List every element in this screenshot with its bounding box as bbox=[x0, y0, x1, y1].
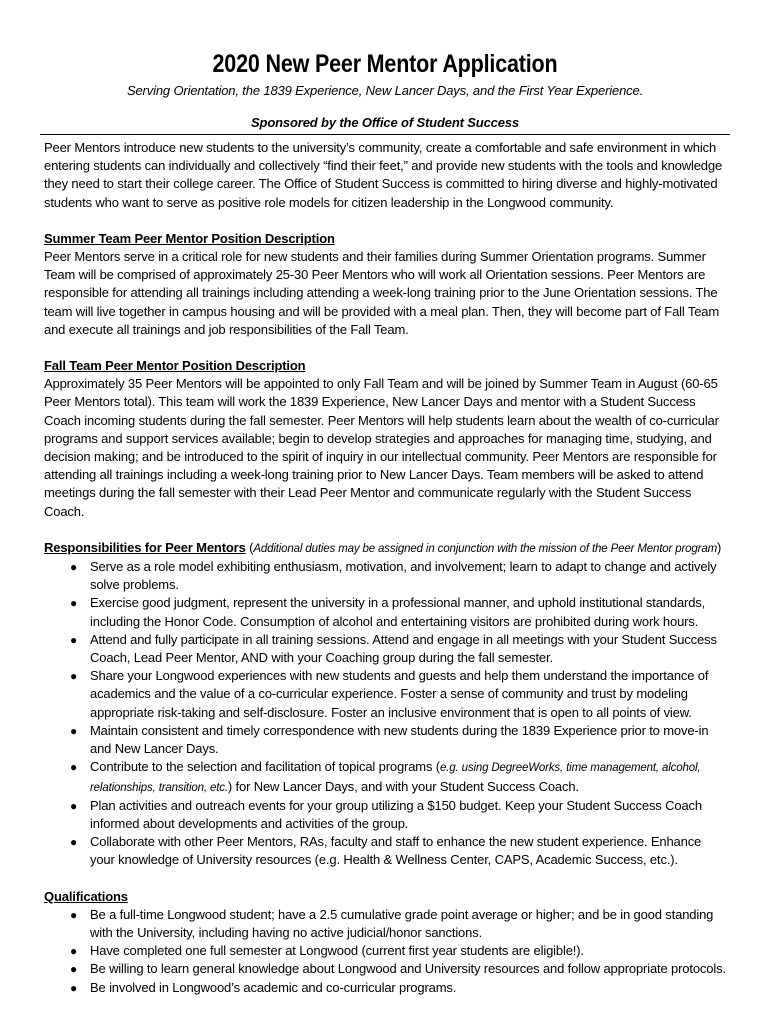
list-item: ● Plan activities and outreach events for your group utilizing a $150 budget. Keep your Student Success Coach informed about developments and activities of the group. bbox=[70, 797, 702, 831]
responsibilities-list bbox=[44, 558, 726, 869]
list-item: ● Be involved in Longwood’s academic and co-curricular programs. bbox=[90, 979, 726, 997]
summer-team-heading: Summer Team Peer Mentor Position Description bbox=[44, 230, 335, 246]
bullet-icon: ● bbox=[70, 760, 78, 775]
page-subtitle: Serving Orientation, the 1839 Experience, New Lancer Days, and the First Year Experience. bbox=[126, 83, 644, 98]
header-divider bbox=[40, 134, 730, 135]
bullet-icon: ● bbox=[70, 962, 78, 977]
responsibilities-note: Additional duties may be assigned in conjunction with the mission of the Peer Mentor program bbox=[253, 542, 718, 555]
qualifications-list bbox=[44, 906, 726, 997]
list-item: ● Collaborate with other Peer Mentors, RAs, faculty and staff to enhance the new student experience. Enhance your knowledge of University resources (e.g. Health & Wellness Center, CAPS, Academic Success, etc.). bbox=[70, 834, 702, 868]
bullet-icon: ● bbox=[70, 980, 78, 995]
list-item: ● Be willing to learn general knowledge about Longwood and University resources and follow appropriate protocols. bbox=[90, 960, 726, 978]
bullet-icon: ● bbox=[70, 560, 78, 575]
list-item: ● Share your Longwood experiences with new students and guests and help them understand the importance of academics and the value of a co-curricular experience. Foster a sense of community and trust by modeling appropriate risk-taking and self-disclosure. Foster an inclusive environment that is open to all points of view. bbox=[70, 668, 709, 720]
responsibilities-note-open: ( bbox=[245, 539, 254, 555]
bullet-icon: ● bbox=[70, 798, 78, 813]
summer-team-section bbox=[44, 230, 726, 339]
responsibilities-section bbox=[44, 539, 726, 870]
qualifications-section bbox=[44, 888, 726, 997]
responsibilities-heading: Responsibilities for Peer Mentors bbox=[44, 539, 246, 555]
fall-team-body: Approximately 35 Peer Mentors will be appointed to only Fall Team and will be joined by Summer Team in August (60-65 Peer Mentors total). This team will work the 1839 Experience, New Lancer Days and mentor with a Student Success Coach incoming students during the fall semester. Peer Mentors will help students learn about the wealth of co-curricular programs and support services available; begin to develop strategies and approaches for managing time, studying, and decision making; and be introduced to the spirit of inquiry in our intellectual community. Peer Mentors are responsible for attending all trainings including a week-long training prior to New Lancer Days. Team members will be asked to attend meetings during the fall semester with their Lead Peer Mentor and communicate regularly with the Student Success Coach. bbox=[44, 376, 719, 519]
bullet-icon: ● bbox=[70, 632, 78, 647]
fall-team-section bbox=[44, 357, 726, 521]
bullet-icon: ● bbox=[70, 723, 78, 738]
summer-team-body: Peer Mentors serve in a critical role for new students and their families during Summer Orientation programs. Summer Team will be comprised of approximately 25-30 Peer Mentors who will work all Orientation sessions. Peer Mentors are responsible for attending all trainings including attending a week-long training prior to the June Orientation sessions. The team will live together in campus housing and will be provided with a meal plan. Then, they will become part of Fall Team and execute all trainings and job responsibilities of the Fall Team. bbox=[44, 249, 720, 337]
bullet-icon: ● bbox=[70, 669, 78, 684]
list-item: ● Contribute to the selection and facilitation of topical programs (e.g. using DegreeWorks, time management, alcohol, relationships, transition, etc.) for New Lancer Days, and with your Student Success Coach. bbox=[70, 759, 701, 794]
list-item: ● Serve as a role model exhibiting enthusiasm, motivation, and involvement; learn to adapt to change and actively solve problems. bbox=[70, 559, 717, 593]
list-item: ● Have completed one full semester at Longwood (current first year students are eligible!). bbox=[90, 942, 726, 960]
bullet-icon: ● bbox=[70, 944, 78, 959]
page-title: 2020 New Peer Mentor Application bbox=[212, 50, 558, 78]
list-item: ● Be a full-time Longwood student; have a 2.5 cumulative grade point average or higher; and be in good standing with the University, including having no active judicial/honor sanctions. bbox=[70, 906, 714, 940]
list-item: ● Attend and fully participate in all training sessions. Attend and engage in all meetings with your Student Success Coach, Lead Peer Mentor, AND with your Coaching group during the fall semester. bbox=[70, 631, 717, 666]
bullet-icon: ● bbox=[70, 907, 78, 922]
list-item: ● Exercise good judgment, represent the university in a professional manner, and uphold institutional standards, including the Honor Code. Consumption of alcohol and entertaining visitors are prohibited during work hours. bbox=[70, 595, 706, 629]
responsibilities-note-close: ) bbox=[717, 539, 722, 555]
bullet-icon: ● bbox=[70, 596, 78, 611]
fall-team-heading: Fall Team Peer Mentor Position Description bbox=[44, 358, 306, 374]
qualifications-heading: Qualifications bbox=[44, 888, 128, 904]
bullet-icon: ● bbox=[70, 835, 78, 850]
intro-paragraph: Peer Mentors introduce new students to the university’s community, create a comfortable and safe environment in which entering students can individually and collectively “find their feet,” and provide new students with the tools and knowledge they need to start their college career. The Office of Student Success is committed to hiring diverse and highly-motivated students who want to serve as positive role models for citizen leadership in the Longwood community. bbox=[44, 140, 723, 210]
list-item: ● Maintain consistent and timely correspondence with new students during the 1839 Experience prior to move-in and New Lancer Days. bbox=[70, 722, 709, 757]
sponsor-line: Sponsored by the Office of Student Success bbox=[251, 115, 519, 130]
